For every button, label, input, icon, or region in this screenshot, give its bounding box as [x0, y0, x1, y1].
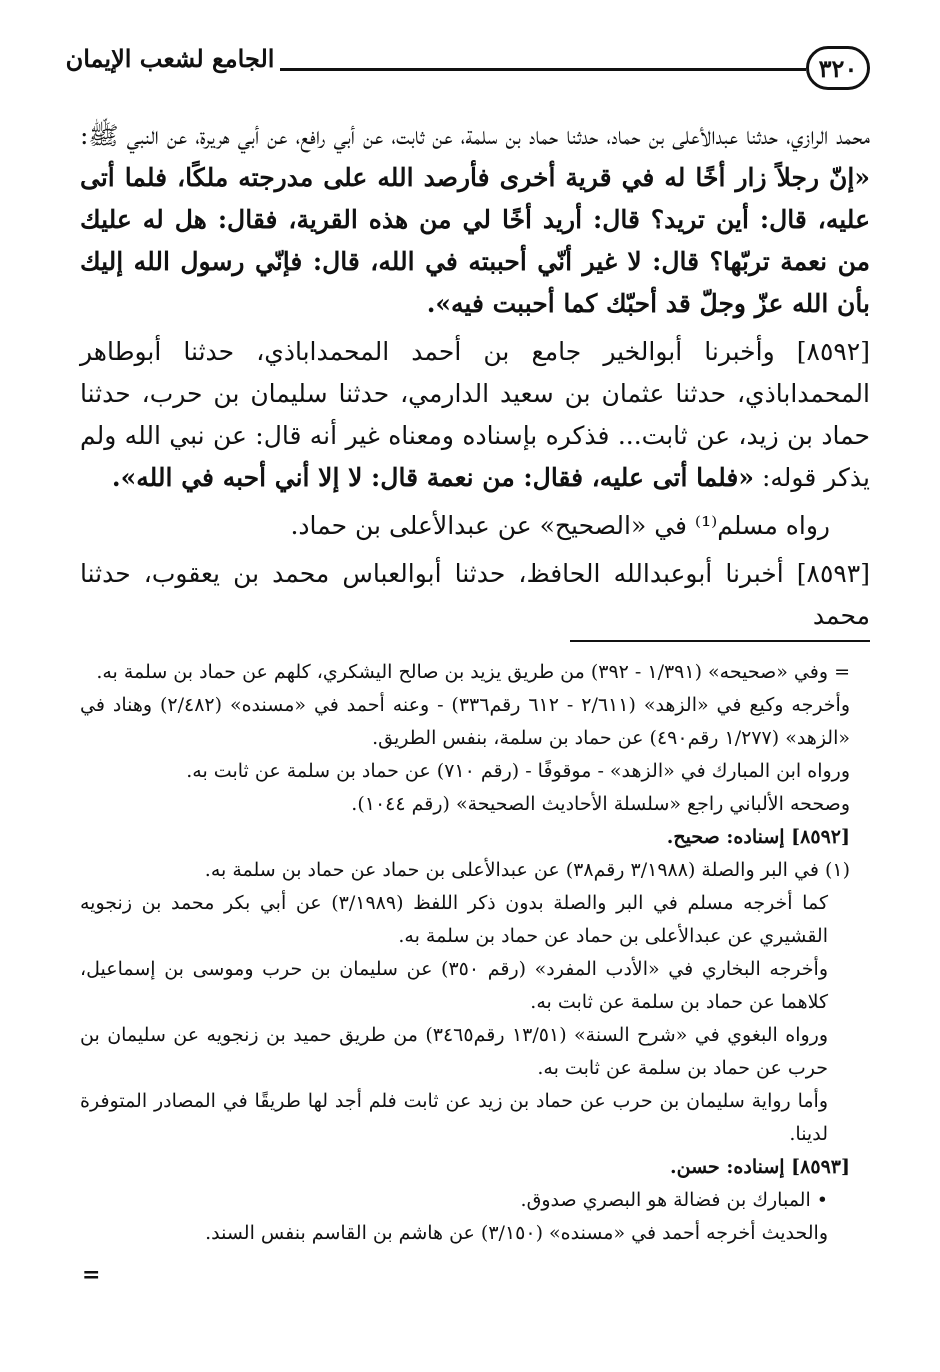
footnote-bullet: • المبارك بن فضالة هو البصري صدوق. [520, 1189, 828, 1211]
footnote-line: وأخرجه البخاري في «الأدب المفرد» (رقم ٣٥٠) عن سليمان بن حرب وموسى بن إسماعيل، كلاهما عن حماد بن سلمة عن ثابت به. [80, 958, 828, 1013]
header-rule [280, 68, 806, 71]
footnote-line: (١) في البر والصلة (٣/١٩٨٨ رقم٣٨) عن عبدالأعلى بن حماد عن حماد بن سلمة به. [204, 859, 850, 881]
footnote-line: كما أخرجه مسلم في البر والصلة بدون ذكر اللفظ (٣/١٩٨٩) عن أبي بكر محمد بن زنجويه القشيري عن عبدالأعلى بن حماد عن حماد بن سلمة به. [80, 892, 829, 947]
isnad-text: [٨٥٩٢] وأخبرنا أبوالخير جامع بن أحمد المحمداباذي، حدثنا أبوطاهر المحمداباذي، حدثنا عثمان بن سعيد الدارمي، حدثنا سليمان بن حرب، حدثنا حماد بن زيد، عن ثابت... فذكره بإسناده ومعناه غير أنه قال: عن نبي الله ولم يذكر قوله: [80, 337, 870, 492]
book-title: الجامع لشعب الإيمان [65, 44, 275, 73]
footnote-line: ورواه البغوي في «شرح السنة» (١٣/٥١ رقم٣٤٦٥) من طريق حميد بن زنجويه عن سليمان بن حرب عن حماد بن سلمة عن ثابت به. [80, 1024, 828, 1079]
hadith-paragraph-8593: [٨٥٩٣] أخبرنا أبوعبدالله الحافظ، حدثنا أبوالعباس محمد بن يعقوب، حدثنا محمد [80, 559, 870, 630]
footnote-line: وأما رواية سليمان بن حرب عن حماد بن زيد عن ثابت فلم أجد لها طريقًا في المصادر المتوفرة لدينا. [80, 1090, 828, 1145]
footnote-line: وصححه الألباني راجع «سلسلة الأحاديث الصحيحة» (رقم ١٠٤٤). [351, 793, 850, 815]
hadith-paragraph-1 [80, 115, 870, 325]
footnotes [80, 656, 850, 1250]
isnad-text: محمد الرازي، حدثنا عبدالأعلى بن حماد، حدثنا حماد بن سلمة، عن ثابت، عن أبي رافع، عن أبي هريرة، عن النبي ﷺ: [80, 121, 870, 150]
footnote-heading: [٨٥٩٢] إسناده: صحيح. [666, 826, 850, 848]
matn-text: «إنّ رجلاً زار أخًا له في قرية أخرى فأرصد الله على مدرجته ملكًا، فلما أتى عليه، قال: أين تريد؟ قال: أريد أخًا لي من هذه القرية، فقال: هل له عليك من نعمة تربّها؟ قال: لا غير أنّي أحببته في الله، قال: فإنّي رسول الله إليك بأن الله عزّ وجلّ قد أحبّك كما أحببت فيه». [80, 163, 870, 318]
footnote-line: ورواه ابن المبارك في «الزهد» - موقوفًا - (رقم ٧١٠) عن حماد بن سلمة عن ثابت به. [186, 760, 850, 782]
hadith-paragraph-8592 [80, 331, 870, 499]
footnote-line: وأخرجه وكيع في «الزهد» (٢/٦١١ - ٦١٢ رقم٣٣٦) - وعنه أحمد في «مسنده» (٢/٤٨٢) وهناد في «الزهد» (١/٢٧٧ رقم٤٩٠) عن حماد بن سلمة، بنفس الطريق. [80, 694, 851, 749]
page-header [60, 40, 870, 104]
footnote-line: والحديث أخرجه أحمد في «مسنده» (٣/١٥٠) عن هاشم بن القاسم بنفس السند. [205, 1222, 828, 1244]
footnote-rule [570, 640, 870, 642]
main-text [80, 115, 870, 643]
continuation-mark: = [82, 1262, 101, 1288]
matn-text: «فلما أتى عليه، فقال: من نعمة قال: لا إلا أني أحبه في الله». [111, 463, 755, 492]
footnote-heading: [٨٥٩٣] إسناده: حسن. [670, 1156, 850, 1178]
page-number: ٣٢٠ [806, 46, 870, 90]
footnote-line: = وفي «صحيحه» (١/٣٩١ - ٣٩٢) من طريق يزيد بن صالح اليشكري، كلهم عن حماد بن سلمة به. [96, 661, 850, 683]
takhrij-line: رواه مسلم⁽¹⁾ في «الصحيح» عن عبدالأعلى بن حماد. [290, 511, 830, 540]
